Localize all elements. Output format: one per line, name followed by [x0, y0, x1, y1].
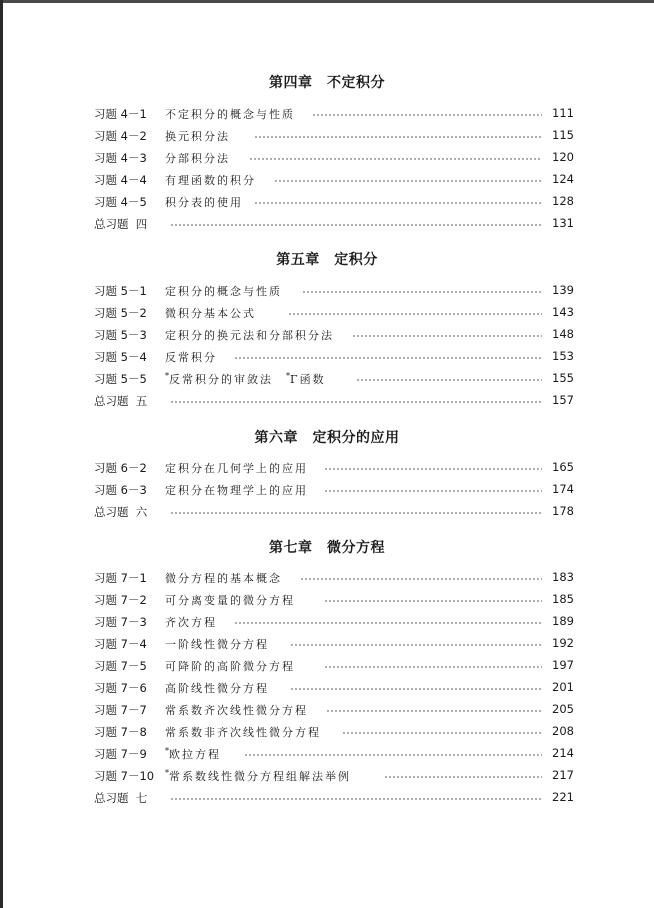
page-number: 221 — [552, 790, 574, 804]
dot-leader — [234, 622, 542, 624]
page-number: 153 — [552, 349, 574, 363]
chapter-title: 第七章 微分方程 — [269, 540, 385, 556]
exercise-title-text: 常系数线性微分方程组解法举例 — [169, 770, 351, 783]
exercise-title: 常系数非齐次线性微分方程 — [165, 726, 321, 739]
dot-leader — [324, 600, 542, 602]
toc-entry[interactable] — [94, 482, 574, 502]
exercise-label: 习题 6－2 — [94, 461, 147, 475]
exercise-title: 定积分的换元法和分部积分法 — [165, 329, 334, 342]
exercise-label: 习题 7－2 — [94, 593, 147, 607]
dot-leader — [170, 224, 542, 226]
exercise-title: 一阶线性微分方程 — [165, 638, 269, 651]
toc-entry[interactable] — [94, 128, 574, 148]
exercise-title: 微分方程的基本概念 — [165, 572, 282, 585]
exercise-label: 习题 7－9 — [94, 747, 147, 761]
page-number: 124 — [552, 172, 574, 186]
toc-entry[interactable] — [94, 768, 574, 788]
exercise-label: 习题 4－4 — [94, 173, 147, 187]
summary-label: 总习题 四 — [94, 217, 148, 231]
toc-summary-entry[interactable] — [94, 393, 574, 413]
page-number: 178 — [552, 504, 574, 518]
exercise-label: 习题 7－1 — [94, 571, 147, 585]
page-number: 192 — [552, 636, 574, 650]
exercise-title-part: 反常积分的审敛法 — [169, 373, 286, 386]
toc-entry[interactable] — [94, 106, 574, 126]
page-number: 214 — [552, 746, 574, 760]
page-number: 185 — [552, 592, 574, 606]
optional-star-mark: * — [165, 768, 169, 778]
page-number: 128 — [552, 194, 574, 208]
toc-entry[interactable] — [94, 460, 574, 480]
dot-leader — [170, 798, 542, 800]
page-number: 189 — [552, 614, 574, 628]
page-number: 120 — [552, 150, 574, 164]
toc-entry[interactable] — [94, 570, 574, 590]
exercise-label: 习题 7－8 — [94, 725, 147, 739]
toc-entry[interactable] — [94, 305, 574, 325]
dot-leader — [244, 754, 542, 756]
dot-leader — [170, 512, 542, 514]
exercise-title: 积分表的使用 — [165, 196, 243, 209]
exercise-label: 习题 4－2 — [94, 129, 147, 143]
toc-entry[interactable] — [94, 592, 574, 612]
page-number: 115 — [552, 128, 574, 142]
chapter-title: 第五章 定积分 — [276, 252, 378, 268]
exercise-label: 习题 5－4 — [94, 350, 147, 364]
dot-leader — [302, 291, 542, 293]
optional-star-mark: * — [165, 371, 169, 381]
exercise-label: 习题 4－3 — [94, 151, 147, 165]
page-number: 197 — [552, 658, 574, 672]
exercise-label: 习题 5－5 — [94, 372, 147, 386]
exercise-title-text: 欧拉方程 — [169, 748, 221, 761]
exercise-title — [165, 746, 221, 762]
toc-summary-entry[interactable] — [94, 790, 574, 810]
exercise-title: 定积分在物理学上的应用 — [165, 484, 308, 497]
page-number: 174 — [552, 482, 574, 496]
page-number: 201 — [552, 680, 574, 694]
dot-leader — [384, 776, 542, 778]
dot-leader — [254, 136, 542, 138]
toc-entry[interactable] — [94, 636, 574, 656]
dot-leader — [324, 490, 542, 492]
exercise-title: 有理函数的积分 — [165, 174, 256, 187]
exercise-title-part: Γ函数 — [290, 373, 326, 386]
exercise-title-text — [169, 373, 326, 386]
optional-star-mark: * — [286, 371, 290, 381]
exercise-label: 习题 7－10 — [94, 769, 155, 783]
dot-leader — [324, 666, 542, 668]
optional-star-mark: * — [165, 746, 169, 756]
exercise-label: 习题 4－5 — [94, 195, 147, 209]
exercise-title — [165, 371, 326, 387]
page-number: 139 — [552, 283, 574, 297]
dot-leader — [234, 357, 542, 359]
page-number: 155 — [552, 371, 574, 385]
exercise-title: 定积分在几何学上的应用 — [165, 462, 308, 475]
dot-leader — [352, 335, 542, 337]
summary-label: 总习题 六 — [94, 505, 148, 519]
exercise-label: 习题 7－6 — [94, 681, 147, 695]
exercise-title: 微积分基本公式 — [165, 307, 256, 320]
page-number: 148 — [552, 327, 574, 341]
dot-leader — [290, 688, 542, 690]
toc-entry[interactable] — [94, 194, 574, 214]
page-number: 208 — [552, 724, 574, 738]
dot-leader — [254, 202, 542, 204]
toc-entry[interactable] — [94, 172, 574, 192]
toc-entry[interactable] — [94, 349, 574, 369]
page-number: 205 — [552, 702, 574, 716]
page-number: 143 — [552, 305, 574, 319]
toc-entry[interactable] — [94, 150, 574, 170]
page-number: 131 — [552, 216, 574, 230]
toc-entry[interactable] — [94, 658, 574, 678]
dot-leader — [170, 401, 542, 403]
page-number: 165 — [552, 460, 574, 474]
exercise-title: 可降阶的高阶微分方程 — [165, 660, 295, 673]
exercise-title: 分部积分法 — [165, 152, 230, 165]
toc-entry[interactable] — [94, 371, 574, 391]
exercise-title: 齐次方程 — [165, 616, 217, 629]
exercise-label: 习题 7－7 — [94, 703, 147, 717]
toc-summary-entry[interactable] — [94, 504, 574, 524]
page-number: 183 — [552, 570, 574, 584]
exercise-label: 习题 7－3 — [94, 615, 147, 629]
exercise-title: 可分离变量的微分方程 — [165, 594, 295, 607]
toc-summary-entry[interactable] — [94, 216, 574, 236]
exercise-title: 换元积分法 — [165, 130, 230, 143]
page-number: 217 — [552, 768, 574, 782]
dot-leader — [290, 644, 542, 646]
dot-leader — [288, 313, 542, 315]
dot-leader — [324, 468, 542, 470]
toc-entry[interactable] — [94, 746, 574, 766]
summary-label: 总习题 五 — [94, 394, 148, 408]
toc-entry[interactable] — [94, 614, 574, 634]
toc-entry[interactable] — [94, 327, 574, 347]
chapter-title: 第四章 不定积分 — [269, 75, 385, 91]
exercise-title: 高阶线性微分方程 — [165, 682, 269, 695]
exercise-label: 习题 5－3 — [94, 328, 147, 342]
chapter-title: 第六章 定积分的应用 — [254, 430, 400, 446]
page-number: 157 — [552, 393, 574, 407]
toc-entry[interactable] — [94, 702, 574, 722]
exercise-label: 习题 6－3 — [94, 483, 147, 497]
exercise-label: 习题 5－1 — [94, 284, 147, 298]
exercise-label: 习题 7－4 — [94, 637, 147, 651]
page-number: 111 — [552, 106, 574, 120]
toc-entry[interactable] — [94, 680, 574, 700]
dot-leader — [342, 732, 542, 734]
exercise-label: 习题 7－5 — [94, 659, 147, 673]
exercise-title: 不定积分的概念与性质 — [165, 108, 295, 121]
exercise-title: 定积分的概念与性质 — [165, 285, 282, 298]
exercise-label: 习题 5－2 — [94, 306, 147, 320]
exercise-label: 习题 4－1 — [94, 107, 147, 121]
toc-entry[interactable] — [94, 283, 574, 303]
exercise-title — [165, 768, 351, 784]
dot-leader — [326, 710, 542, 712]
exercise-title: 常系数齐次线性微分方程 — [165, 704, 308, 717]
toc-entry[interactable] — [94, 724, 574, 744]
dot-leader — [249, 158, 542, 160]
dot-leader — [274, 180, 542, 182]
dot-leader — [356, 379, 542, 381]
dot-leader — [300, 578, 542, 580]
summary-label: 总习题 七 — [94, 791, 148, 805]
exercise-title: 反常积分 — [165, 351, 217, 364]
dot-leader — [312, 114, 542, 116]
